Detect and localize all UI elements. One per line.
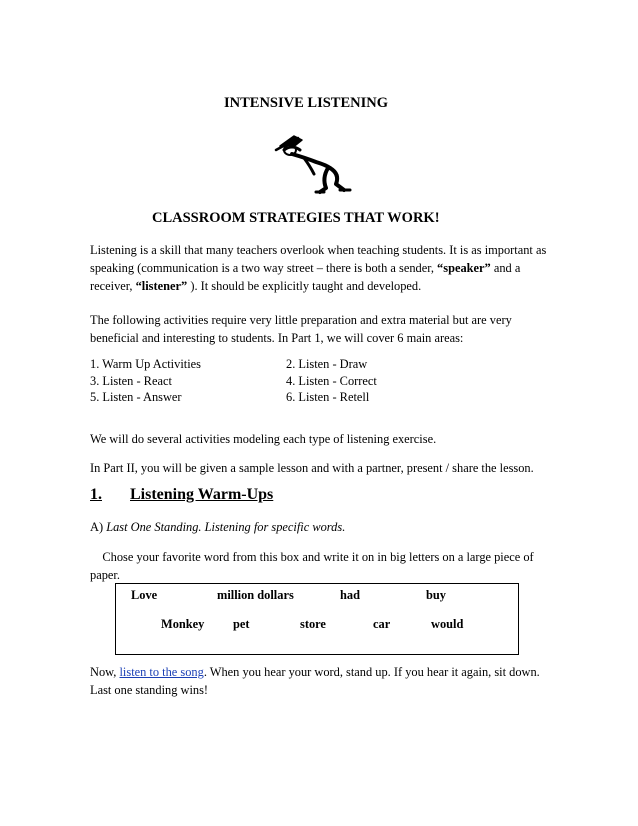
section-title: Listening Warm-Ups <box>130 486 274 503</box>
activity-label: A) <box>90 520 107 534</box>
word-item: Monkey <box>161 617 205 631</box>
part-two-paragraph: In Part II, you will be given a sample lesson and with a partner, present / share the lesson. <box>90 461 534 475</box>
speaker-term: “speaker” <box>437 261 491 275</box>
listener-term: “listener” <box>135 279 188 293</box>
area-item: 3. Listen - React <box>90 374 172 388</box>
word-item: buy <box>426 588 446 602</box>
intro-paragraph <box>90 241 560 295</box>
word-item: store <box>300 617 326 631</box>
intro-text-3: ). It should be explicitly taught and developed. <box>187 279 422 293</box>
section-number: 1. <box>90 486 102 503</box>
intro-text-2: and a receiver, <box>90 261 521 293</box>
word-item: million dollars <box>217 588 294 602</box>
activity-heading <box>90 518 345 536</box>
word-item: Love <box>131 588 158 602</box>
word-box <box>115 583 519 655</box>
closing-text-before: Now, <box>90 665 120 679</box>
closing-text-after: . When you hear your word, stand up. If you hear it again, sit down. Last one standing wins! <box>90 665 540 697</box>
area-item: 5. Listen - Answer <box>90 390 182 404</box>
listener-figure-icon <box>270 128 360 196</box>
page-title: INTENSIVE LISTENING <box>224 95 388 111</box>
instruction-paragraph: Chose your favorite word from this box and write it on in big letters on a large piece of paper. <box>90 550 537 582</box>
activity-title: Last One Standing. Listening for specific words. <box>106 520 346 534</box>
song-link[interactable]: listen to the song <box>119 665 204 679</box>
closing-paragraph <box>90 663 560 699</box>
activities-paragraph: The following activities require very little preparation and extra material but are very beneficial and interesting to students. In Part 1, we will cover 6 main areas: <box>90 313 512 345</box>
area-item: 2. Listen - Draw <box>286 357 368 371</box>
word-item: had <box>340 588 360 602</box>
word-item: pet <box>233 617 250 631</box>
area-item: 1. Warm Up Activities <box>90 357 201 371</box>
word-item: car <box>373 617 391 631</box>
modeling-paragraph: We will do several activities modeling each type of listening exercise. <box>90 432 437 446</box>
area-item: 4. Listen - Correct <box>286 374 377 388</box>
intro-text-1: Listening is a skill that many teachers overlook when teaching students. It is as important as speaking (communication is a two way street – there is both a sender, <box>90 243 547 275</box>
page-subtitle: CLASSROOM STRATEGIES THAT WORK! <box>152 210 440 226</box>
area-item: 6. Listen - Retell <box>286 390 370 404</box>
word-item: would <box>431 617 464 631</box>
